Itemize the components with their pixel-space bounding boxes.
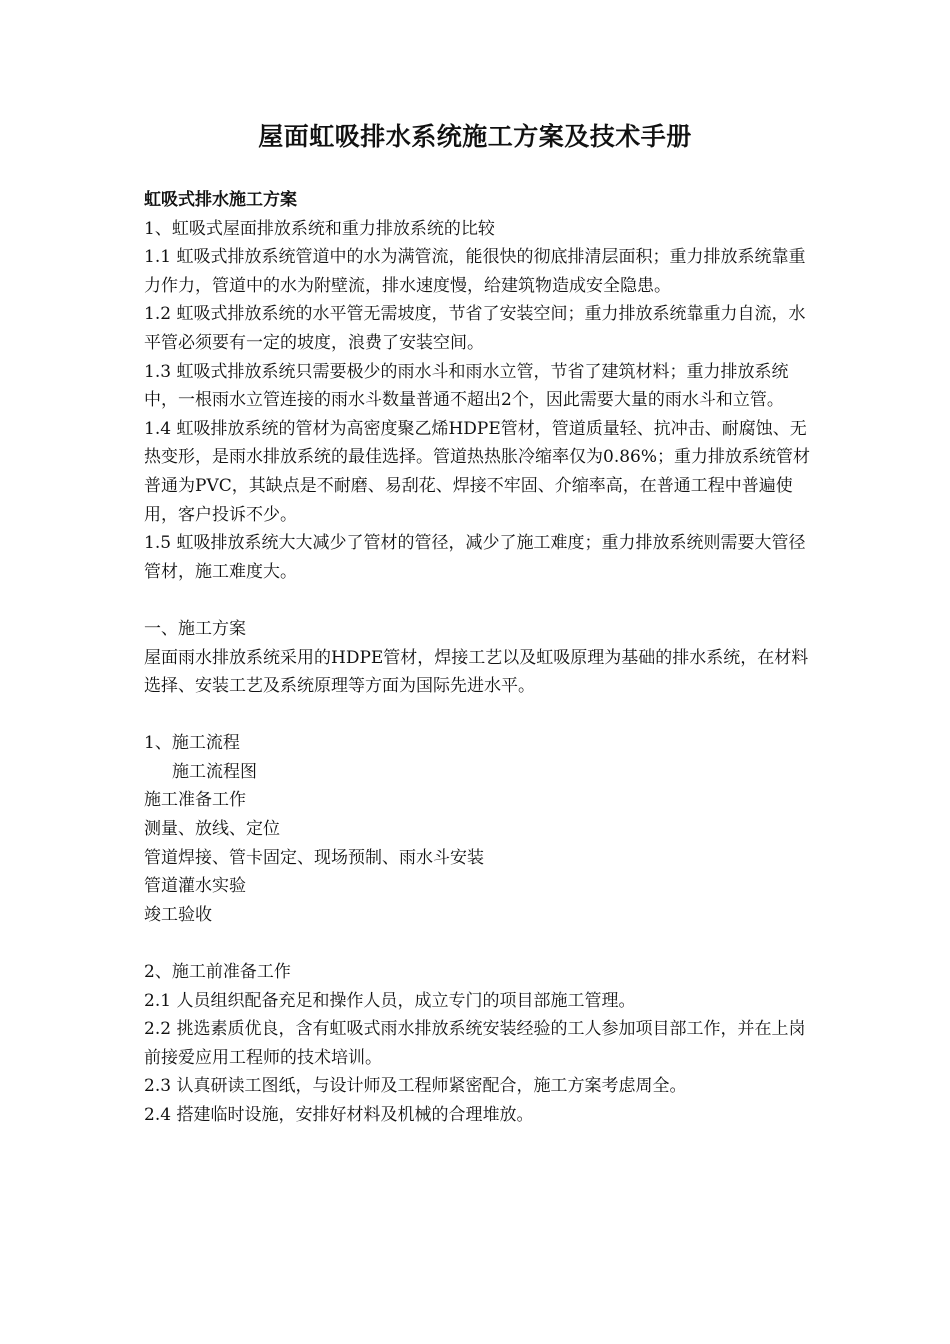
paragraph-spacer (144, 929, 814, 958)
flow-step-preparation: 施工准备工作 (144, 790, 246, 811)
flow-step-water-test: 管道灌水实验 (144, 876, 246, 897)
paragraph-1-3: 1.3 虹吸式排放系统只需要极少的雨水斗和雨水立管，节省了建筑材料；重力排放系统中，一根雨水立管连接的雨水斗数量普通不超出2个，因此需要大量的雨水斗和立管。 (144, 361, 789, 411)
paragraph-2-2: 2.2 挑选素质优良，含有虹吸式雨水排放系统安装经验的工人参加项目部工作，并在上岗前接爱应用工程师的技术培训。 (144, 1019, 806, 1068)
paragraph-plan-intro: 屋面雨水排放系统采用的HDPE管材，焊接工艺以及虹吸原理为基础的排水系统，在材料选择、安装工艺及系统原理等方面为国际先进水平。 (144, 647, 809, 697)
paragraph-1-5: 1.5 虹吸排放系统大大减少了管材的管径，减少了施工难度；重力排放系统则需要大管径管材，施工难度大。 (144, 533, 806, 582)
paragraph-1-1: 1.1 虹吸式排放系统管道中的水为满管流，能很快的彻底排清层面积；重力排放系统靠重力作力，管道中的水为附壁流，排水速度慢，给建筑物造成安全隐患。 (144, 247, 806, 296)
section-heading: 虹吸式排水施工方案 (144, 190, 297, 210)
flowchart-caption: 施工流程图 (172, 761, 257, 782)
paragraph-spacer (144, 701, 814, 730)
paragraph-2-4: 2.4 搭建临时设施，安排好材料及机械的合理堆放。 (144, 1105, 534, 1125)
paragraph-1-4: 1.4 虹吸排放系统的管材为高密度聚乙烯HDPE管材，管道质量轻、抗冲击、耐腐蚀、无热变形，是雨水排放系统的最佳选择。管道热热胀冷缩率仅为0.86%；重力排放系统管材普通为PVC，其缺点是不耐磨、易刮花、焊接不牢固、介缩率高，在普通工程中普遍使用，客户投诉不少。 (144, 418, 811, 525)
paragraph-spacer (144, 586, 814, 615)
flow-step-survey: 测量、放线、定位 (144, 819, 280, 840)
subsection-process: 1、施工流程 (144, 733, 240, 754)
subsection-heading: 1、虹吸式屋面排放系统和重力排放系统的比较 (144, 218, 495, 239)
flow-step-welding: 管道焊接、管卡固定、现场预制、雨水斗安装 (144, 847, 484, 868)
paragraph-1-2: 1.2 虹吸式排放系统的水平管无需坡度，节省了安装空间；重力排放系统靠重力自流，水平管必须要有一定的坡度，浪费了安装空间。 (144, 304, 806, 353)
document-body (144, 186, 814, 1130)
paragraph-2-3: 2.3 认真研读工图纸，与设计师及工程师紧密配合，施工方案考虑周全。 (144, 1076, 687, 1097)
section-construction-plan: 一、施工方案 (144, 618, 246, 639)
document-title: 屋面虹吸排水系统施工方案及技术手册 (258, 122, 692, 151)
paragraph-2-1: 2.1 人员组织配备充足和操作人员，成立专门的项目部施工管理。 (144, 990, 636, 1011)
subsection-preparation: 2、施工前准备工作 (144, 962, 291, 983)
flow-step-acceptance: 竣工验收 (144, 904, 212, 925)
